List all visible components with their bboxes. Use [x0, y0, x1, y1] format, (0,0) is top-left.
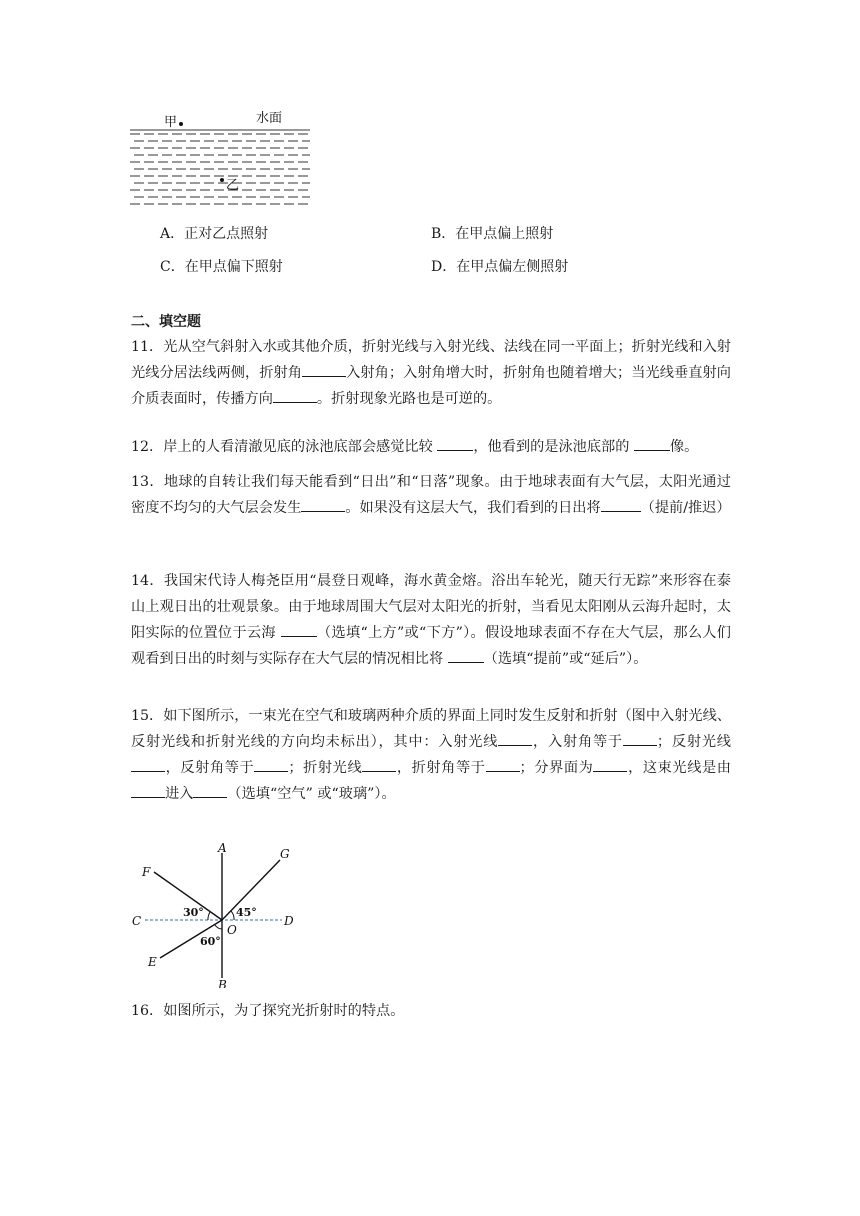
- label-f: F: [142, 865, 151, 879]
- answer-blank[interactable]: [593, 757, 627, 772]
- answer-blank[interactable]: [273, 388, 317, 403]
- answer-blank[interactable]: [498, 731, 532, 746]
- answer-blank[interactable]: [131, 757, 165, 772]
- label-c: C: [132, 914, 142, 928]
- answer-blank[interactable]: [301, 497, 345, 512]
- question-13: 13．地球的自转让我们每天能看到“日出”和“日落”现象。由于地球表面有大气层，太阳光通过密度不均匀的大气层会发生 。如果没有这层大气，我们看到的日出将 （提前/推迟）: [131, 474, 731, 516]
- answer-blank[interactable]: [486, 757, 520, 772]
- option-a[interactable]: A．正对乙点照射: [160, 226, 269, 242]
- label-jia: 甲: [164, 115, 178, 130]
- answer-blank[interactable]: [623, 731, 657, 746]
- label-water-surface: 水面: [256, 111, 283, 126]
- answer-blank[interactable]: [448, 648, 484, 663]
- answer-blank[interactable]: [281, 622, 317, 637]
- angle-60-label: 60°: [200, 935, 221, 948]
- answer-blank[interactable]: [254, 757, 288, 772]
- question-16: 16．如图所示，为了探究光折射时的特点。: [131, 1003, 405, 1019]
- point-jia: [179, 122, 183, 126]
- label-o: O: [227, 923, 237, 937]
- label-e: E: [148, 955, 157, 969]
- answer-blank[interactable]: [302, 362, 346, 377]
- refraction-diagram: [130, 838, 300, 988]
- label-yi: 乙: [226, 178, 240, 193]
- answer-blank[interactable]: [193, 783, 227, 798]
- label-g: G: [280, 847, 290, 861]
- angle-30-label: 30°: [183, 906, 204, 919]
- question-12: 12．岸上的人看清澈见底的泳池底部会感觉比较 ，他看到的是泳池底部的 像。: [131, 434, 731, 460]
- option-c[interactable]: C．在甲点偏下照射: [160, 259, 283, 275]
- answer-blank[interactable]: [634, 436, 670, 451]
- angle-45-label: 45°: [236, 906, 257, 919]
- water-hatching: [130, 130, 310, 204]
- question-15: 15．如下图所示，一束光在空气和玻璃两种介质的界面上同时发生反射和折射（图中入射光线、反射光线和折射光线的方向均未标出），其中：入射光线 ，入射角等于 ；反射光线，反射角等于 ；折射光线 ，折射角等于 ；分界面为 ，这束光线是由进入 （选填“空气” 或“玻璃”）。: [131, 708, 731, 802]
- arc-45: [231, 911, 234, 920]
- label-d: D: [284, 914, 294, 928]
- section-title: 二、填空题: [131, 314, 201, 330]
- answer-blank[interactable]: [601, 497, 641, 512]
- answer-blank[interactable]: [362, 757, 396, 772]
- question-14: 14．我国宋代诗人梅尧臣用“晨登日观峰，海水黄金熔。浴出车轮光，随天行无踪”来形容在泰山上观日出的壮观景象。由于地球周围大气层对太阳光的折射，当看见太阳刚从云海升起时，太阳实际的位置位于云海 （选填“上方”或“下方”）。假设地球表面不存在大气层，那么人们观看到日出的时刻与实际存在大气层的情况相比将 （选填“提前”或“延后”）。: [131, 573, 731, 667]
- water-figure: [130, 104, 315, 216]
- label-b: B: [218, 978, 227, 988]
- option-d[interactable]: D．在甲点偏左侧照射: [431, 259, 569, 275]
- point-yi: [220, 178, 224, 182]
- arc-30: [208, 912, 210, 920]
- arc-60: [215, 925, 222, 929]
- label-a: A: [218, 841, 227, 855]
- question-11: 11．光从空气斜射入水或其他介质，折射光线与入射光线、法线在同一平面上；折射光线和入射光线分居法线两侧，折射角 入射角；入射角增大时，折射角也随着增大；当光线垂直射向介质表面时，传播方向 。折射现象光路也是可逆的。: [131, 339, 731, 407]
- option-b[interactable]: B．在甲点偏上照射: [431, 226, 554, 242]
- answer-blank[interactable]: [437, 436, 473, 451]
- answer-blank[interactable]: [131, 783, 165, 798]
